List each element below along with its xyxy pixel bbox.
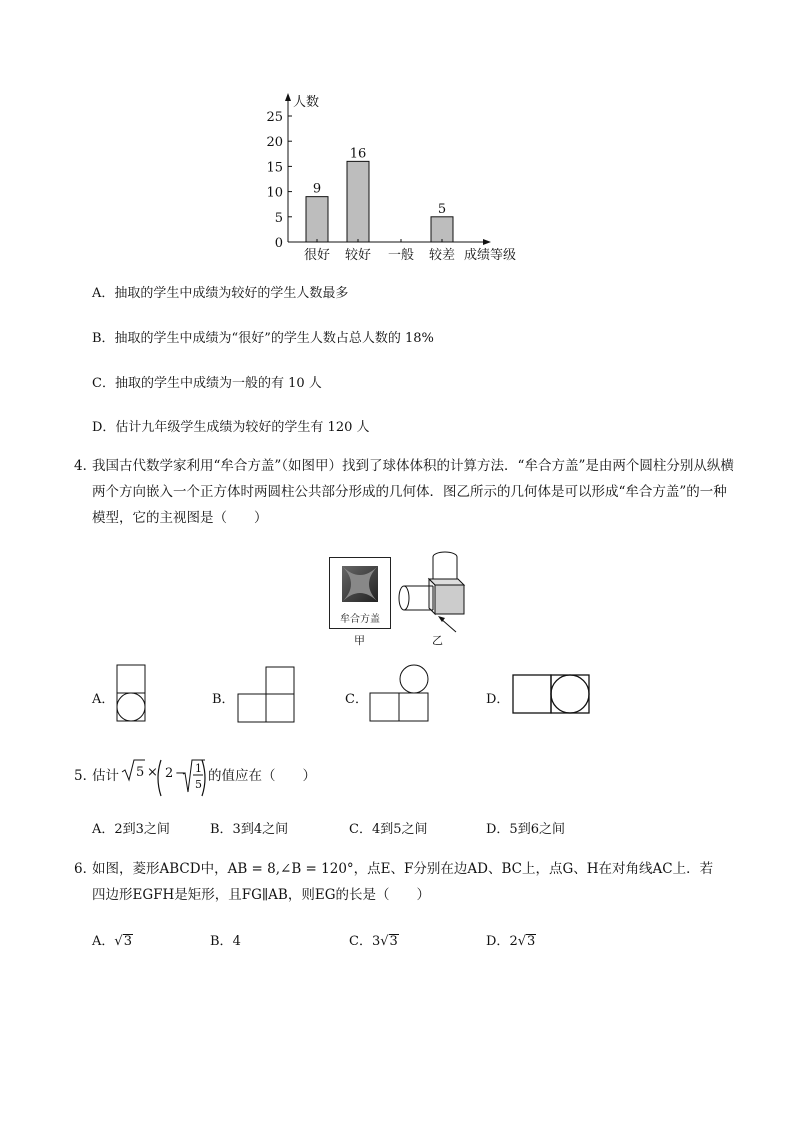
question-text: 我国古代数学家利用“牟合方盖”（如图甲）找到了球体体积的计算方法．“牟合方盖”是由两个圆柱分别从纵横两个方向嵌入一个正方体时两圆柱公共部分形成的几何体．图乙所示的几何体是可以形成“牟合方盖”的一种模型，它的主视图是（ ） [92, 458, 734, 526]
question-text-line-1: 如图，菱形ABCD中，AB = 8,∠B = 120°，点E、F分别在边AD、BC上，点G、H在对角线AC上．若 [92, 861, 714, 877]
bar-data-label: 5 [437, 201, 447, 217]
figure-yi [396, 546, 476, 636]
coefficient: 2 [509, 934, 518, 949]
q4-option-b-figure [237, 666, 297, 724]
option-label: A． [92, 934, 115, 949]
q4-option-a-figure [116, 664, 148, 722]
y-tick-label: 0 [274, 236, 283, 251]
q5-option-b: B．3到4之间 [210, 822, 289, 837]
q5-right-paren [200, 758, 208, 798]
figure-yi-label: 乙 [432, 634, 443, 647]
figure-jia-caption: 牟合方盖 [340, 614, 380, 625]
q5-option-c: C．4到5之间 [349, 822, 428, 837]
option-value: 4 [232, 934, 241, 949]
question-4 [74, 453, 734, 531]
x-tick-label: 很好 [303, 248, 331, 263]
question-number: 6． [74, 861, 97, 877]
bar [431, 217, 453, 242]
q5-expression [121, 758, 207, 798]
q3-option-b: B．抽取的学生中成绩为“很好”的学生人数占总人数的 18% [92, 331, 434, 346]
x-axis-label: 成绩等级 [463, 248, 517, 263]
option-label: B． [210, 934, 233, 949]
q6-option-c [349, 930, 399, 949]
q4-option-a-label: A． [92, 692, 115, 707]
bar-data-label: 16 [349, 146, 367, 162]
svg-text:1: 1 [195, 762, 202, 775]
bar-chart [262, 88, 542, 268]
mouhe-fanggai-image [330, 558, 390, 608]
option-label: D． [486, 934, 510, 949]
radicand: 3 [123, 934, 132, 949]
svg-text:−: − [175, 766, 186, 781]
svg-text:5: 5 [195, 778, 202, 791]
q4-option-c-label: C． [345, 692, 368, 707]
radicand: 3 [389, 934, 398, 949]
figure-jia-label: 甲 [354, 634, 365, 647]
q6-option-a [92, 930, 133, 949]
q3-option-a: A．抽取的学生中成绩为较好的学生人数最多 [92, 286, 349, 301]
x-tick-label: 较差 [428, 248, 456, 263]
y-tick-label: 25 [266, 110, 283, 125]
q4-option-d-figure [512, 674, 592, 716]
bar [347, 161, 369, 242]
bar [306, 197, 328, 242]
svg-text:2: 2 [165, 766, 174, 781]
q4-option-c-figure [369, 664, 431, 724]
sqrt-symbol: √ [517, 934, 527, 949]
question-6 [74, 856, 734, 908]
sqrt-symbol: √ [114, 934, 123, 949]
option-label: C． [349, 934, 372, 949]
q3-option-d: D．估计九年级学生成绩为较好的学生有 120 人 [92, 420, 370, 435]
y-tick-label: 15 [266, 160, 283, 176]
y-axis-label: 人数 [293, 95, 320, 110]
x-axis-arrow [483, 239, 491, 245]
question-number: 4． [74, 458, 97, 474]
q5-option-a: A．2到3之间 [92, 822, 170, 837]
x-tick-label: 一般 [387, 248, 415, 263]
bar-data-label: 9 [312, 181, 322, 197]
question-number: 5． [74, 768, 97, 784]
y-tick-label: 5 [274, 210, 283, 226]
q3-option-c: C．抽取的学生中成绩为一般的有 10 人 [92, 376, 322, 391]
q4-option-b-label: B． [212, 692, 235, 707]
question-prefix: 估计 [92, 768, 119, 784]
coefficient: 3 [371, 934, 381, 949]
x-tick-label: 较好 [344, 248, 372, 263]
q6-option-d [486, 930, 536, 949]
figure-jia [329, 557, 391, 629]
svg-text:5: 5 [136, 765, 145, 780]
question-5 [74, 758, 674, 798]
y-tick-label: 10 [266, 185, 283, 201]
y-axis-arrow [285, 93, 291, 101]
radicand: 3 [527, 934, 536, 949]
y-tick-label: 20 [266, 135, 283, 151]
q4-option-d-label: D． [486, 692, 510, 707]
q5-option-d: D．5到6之间 [486, 822, 565, 837]
sqrt-symbol: √ [380, 934, 389, 949]
q6-option-b [210, 930, 241, 949]
question-suffix: 的值应在（ ） [208, 768, 316, 784]
svg-text:×: × [147, 765, 158, 780]
question-text-line-2: 四边形EGFH是矩形，且FG∥AB，则EG的长是（ ） [92, 887, 430, 903]
